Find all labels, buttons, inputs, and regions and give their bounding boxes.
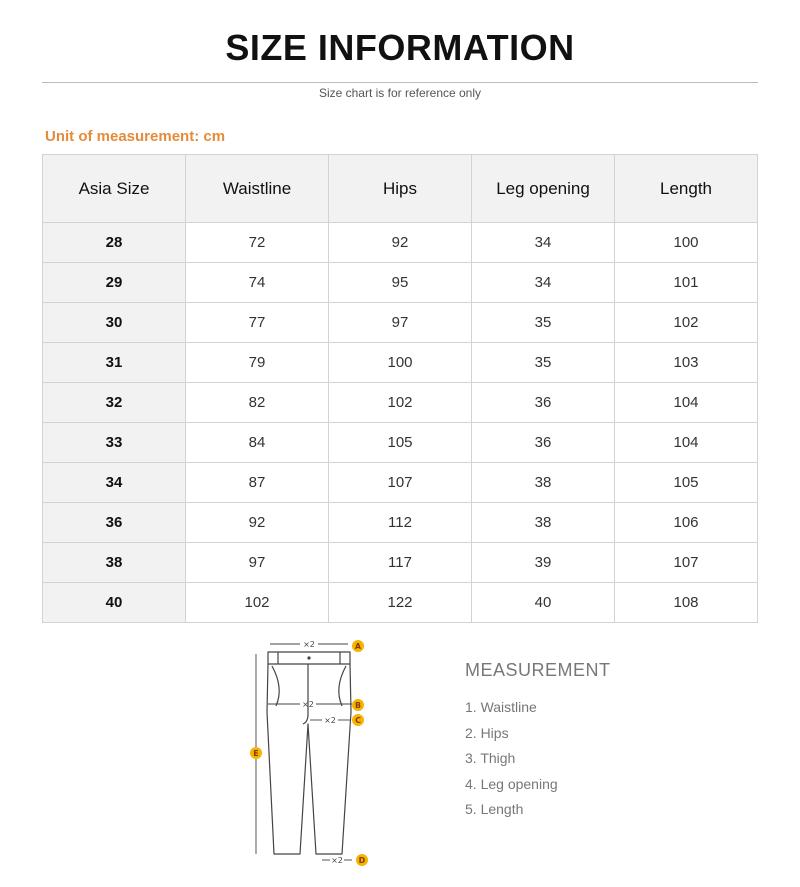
size-cell: 31	[43, 343, 186, 383]
column-header-leg-opening: Leg opening	[472, 155, 615, 223]
hips-cell: 117	[329, 543, 472, 583]
length-cell: 100	[615, 223, 758, 263]
waistline-cell: 102	[186, 583, 329, 623]
waistline-cell: 87	[186, 463, 329, 503]
table-row	[43, 423, 758, 463]
marker-b: B	[354, 701, 362, 710]
multiplier-a: ×2	[303, 640, 315, 649]
size-cell: 40	[43, 583, 186, 623]
marker-c: C	[355, 716, 361, 725]
unit-label: Unit of measurement: cm	[45, 128, 226, 145]
table-row	[43, 303, 758, 343]
waistline-cell: 97	[186, 543, 329, 583]
waistline-cell: 79	[186, 343, 329, 383]
waistline-cell: 77	[186, 303, 329, 343]
column-header-asia-size: Asia Size	[43, 155, 186, 223]
hips-cell: 95	[329, 263, 472, 303]
multiplier-b: ×2	[302, 700, 314, 709]
length-cell: 108	[615, 583, 758, 623]
leg-opening-cell: 38	[472, 463, 615, 503]
waistline-cell: 74	[186, 263, 329, 303]
waistline-cell: 92	[186, 503, 329, 543]
hips-cell: 92	[329, 223, 472, 263]
multiplier-d: ×2	[331, 856, 343, 865]
leg-opening-cell: 36	[472, 383, 615, 423]
size-table	[42, 154, 758, 623]
column-header-hips: Hips	[329, 155, 472, 223]
size-cell: 28	[43, 223, 186, 263]
page-subtitle: Size chart is for reference only	[318, 86, 482, 100]
length-cell: 102	[615, 303, 758, 343]
length-cell: 104	[615, 383, 758, 423]
length-cell: 105	[615, 463, 758, 503]
length-cell: 106	[615, 503, 758, 543]
measurement-list	[465, 695, 558, 823]
measurement-item-waistline: 1. Waistline	[465, 699, 537, 715]
measurement-title: MEASUREMENT	[465, 660, 611, 680]
leg-opening-cell: 35	[472, 303, 615, 343]
length-cell: 107	[615, 543, 758, 583]
leg-opening-cell: 38	[472, 503, 615, 543]
multiplier-c: ×2	[324, 716, 336, 725]
length-cell: 103	[615, 343, 758, 383]
leg-opening-cell: 39	[472, 543, 615, 583]
table-row	[43, 583, 758, 623]
waistline-cell: 72	[186, 223, 329, 263]
marker-d: D	[358, 856, 366, 865]
table-row	[43, 503, 758, 543]
hips-cell: 100	[329, 343, 472, 383]
leg-opening-cell: 34	[472, 263, 615, 303]
leg-opening-cell: 40	[472, 583, 615, 623]
table-row	[43, 383, 758, 423]
size-cell: 38	[43, 543, 186, 583]
size-cell: 32	[43, 383, 186, 423]
column-header-length: Length	[615, 155, 758, 223]
title-divider	[42, 82, 758, 83]
size-cell: 29	[43, 263, 186, 303]
measurement-item-thigh: 3. Thigh	[465, 750, 516, 767]
size-cell: 36	[43, 503, 186, 543]
measurement-item-hips: 2. Hips	[465, 724, 509, 741]
leg-opening-cell: 35	[472, 343, 615, 383]
table-row	[43, 223, 758, 263]
table-row	[43, 343, 758, 383]
page-title: SIZE INFORMATION	[225, 27, 575, 68]
hips-cell: 107	[329, 463, 472, 503]
table-row	[43, 263, 758, 303]
table-row	[43, 463, 758, 503]
size-cell: 34	[43, 463, 186, 503]
waistline-cell: 84	[186, 423, 329, 463]
hips-cell: 102	[329, 383, 472, 423]
length-cell: 101	[615, 263, 758, 303]
pants-measurement-icon	[240, 632, 380, 872]
hips-cell: 105	[329, 423, 472, 463]
table-header-row	[43, 155, 758, 223]
marker-a: A	[354, 642, 362, 651]
hips-cell: 122	[329, 583, 472, 623]
leg-opening-cell: 36	[472, 423, 615, 463]
waistline-cell: 82	[186, 383, 329, 423]
leg-opening-cell: 34	[472, 223, 615, 263]
marker-e: E	[253, 749, 259, 758]
size-cell: 30	[43, 303, 186, 343]
column-header-waistline: Waistline	[186, 155, 329, 223]
hips-cell: 112	[329, 503, 472, 543]
table-row	[43, 543, 758, 583]
measurement-item-length: 5. Length	[465, 801, 524, 818]
length-cell: 104	[615, 423, 758, 463]
hips-cell: 97	[329, 303, 472, 343]
size-cell: 33	[43, 423, 186, 463]
measurement-item-leg-opening: 4. Leg opening	[465, 775, 558, 792]
